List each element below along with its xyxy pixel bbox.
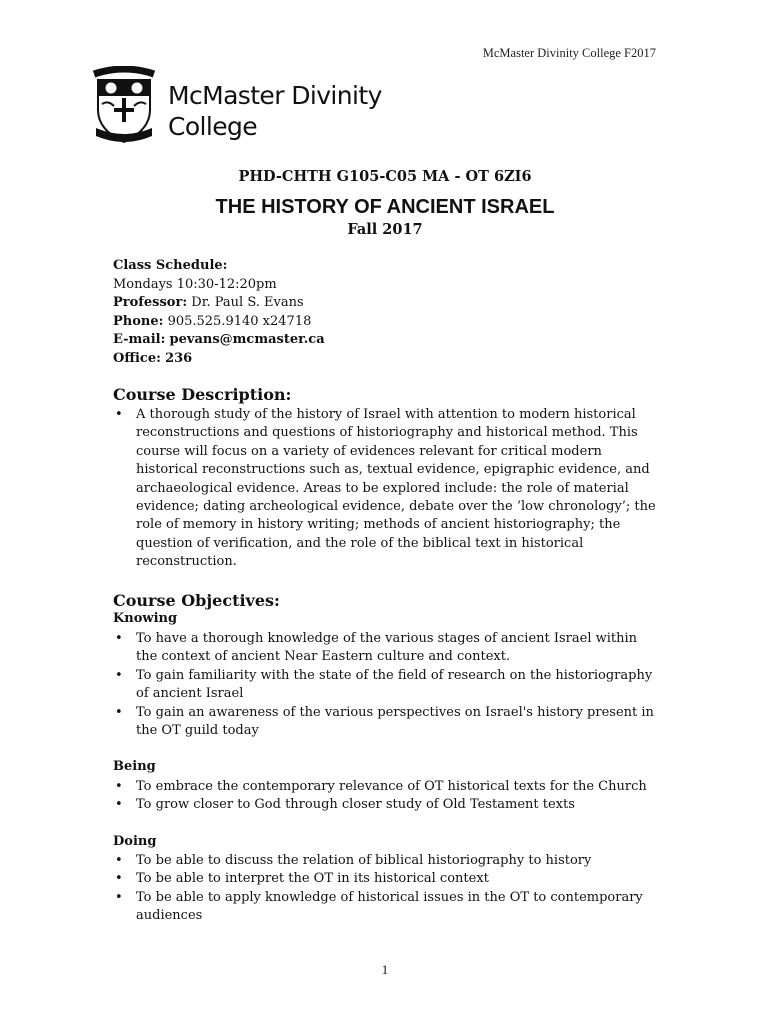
list-item: • To gain familiarity with the state of the field of research on the historiography of ancient Israel bbox=[113, 667, 658, 704]
doing-heading: Doing bbox=[113, 834, 157, 849]
description-heading: Course Description: bbox=[113, 385, 292, 404]
college-logo bbox=[88, 66, 388, 146]
email-value[interactable]: pevans@mcmaster.ca bbox=[169, 332, 325, 347]
description-list bbox=[113, 406, 658, 572]
list-item: • To embrace the contemporary relevance of OT historical texts for the Church bbox=[113, 778, 658, 796]
professor-value: Dr. Paul S. Evans bbox=[191, 295, 304, 310]
schedule-label: Class Schedule: bbox=[113, 258, 228, 273]
email-row bbox=[113, 331, 325, 350]
course-title: THE HISTORY OF ANCIENT ISRAEL bbox=[215, 196, 555, 218]
professor-row bbox=[113, 294, 325, 313]
being-heading: Being bbox=[113, 759, 156, 774]
doing-list bbox=[113, 852, 658, 926]
phone-label: Phone: bbox=[113, 313, 164, 329]
objectives-heading: Course Objectives: bbox=[113, 591, 280, 610]
email-label: E-mail: bbox=[113, 332, 166, 347]
office-label: Office: bbox=[113, 350, 161, 366]
list-item: • To be able to discuss the relation of biblical historiography to history bbox=[113, 852, 658, 870]
knowing-heading: Knowing bbox=[113, 611, 178, 626]
office-row bbox=[113, 350, 325, 369]
college-crest-icon bbox=[88, 66, 160, 146]
schedule-row bbox=[113, 257, 325, 276]
course-code: PHD-CHTH G105-C05 MA - OT 6ZI6 bbox=[238, 168, 532, 185]
page-number: 1 bbox=[381, 962, 389, 977]
list-item: • To grow closer to God through closer study of Old Testament texts bbox=[113, 796, 658, 814]
course-term: Fall 2017 bbox=[347, 221, 423, 238]
phone-row bbox=[113, 313, 325, 332]
phone-value: 905.525.9140 x24718 bbox=[167, 313, 312, 329]
schedule-value: Mondays 10:30-12:20pm bbox=[113, 276, 277, 292]
professor-label: Professor: bbox=[113, 295, 188, 310]
office-value: 236 bbox=[165, 350, 193, 366]
list-item: • A thorough study of the history of Israel with attention to modern historical reconstructions and questions of historiography and historical method. This course will focus on a variety of evidences relevant for critical modern historical reconstructions such as, textual evidence, epigraphic evidence, and archaeological evidence. Areas to be explored include: the role of material evidence; dating archeological evidence, debate over the ‘low chronology’; the role of memory in history writing; methods of ancient historiography; the question of verification, and the role of the biblical text in historical reconstruction. bbox=[113, 406, 658, 572]
list-item: • To be able to interpret the OT in its historical context bbox=[113, 870, 658, 888]
college-wordmark bbox=[168, 80, 382, 142]
wordmark-line-1: McMaster Divinity bbox=[168, 81, 382, 110]
schedule-value-row bbox=[113, 276, 325, 295]
list-item: • To have a thorough knowledge of the various stages of ancient Israel within the context of ancient Near Eastern culture and context. bbox=[113, 630, 658, 667]
list-item: • To be able to apply knowledge of historical issues in the OT to contemporary audiences bbox=[113, 889, 658, 926]
being-list bbox=[113, 778, 658, 815]
list-item: • To gain an awareness of the various perspectives on Israel's history present in the OT guild today bbox=[113, 704, 658, 741]
wordmark-line-2: College bbox=[168, 112, 258, 141]
course-info bbox=[113, 257, 325, 368]
running-header: McMaster Divinity College F2017 bbox=[482, 46, 656, 60]
knowing-list bbox=[113, 630, 658, 740]
